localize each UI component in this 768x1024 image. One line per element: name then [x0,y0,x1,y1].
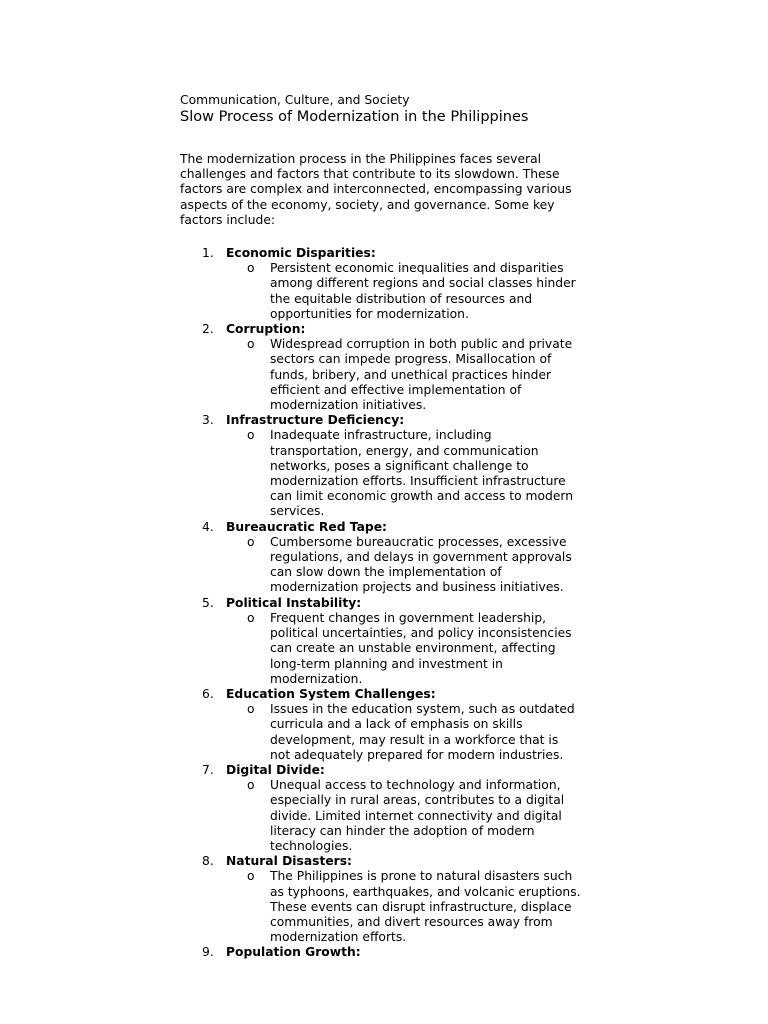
factor-item [180,763,590,854]
factor-heading: Population Growth: [226,945,361,960]
factor-bullet-text: Inadequate infrastructure, including transportation, energy, and communication networks, poses a significant challenge to modernization efforts. Insufficient infrastructure can limit economic growth and access to modern services. [270,428,574,519]
factor-item [180,520,590,596]
factor-bullet-text: Frequent changes in government leadership, political uncertainties, and policy inconsistencies can create an unstable environment, affecting long-term planning and investment in modernization. [270,610,572,686]
factor-bullets [226,869,590,945]
factor-item [180,322,590,413]
factor-bullet [226,261,582,322]
factor-heading: Bureaucratic Red Tape: [226,519,387,534]
document-page [180,92,590,961]
factor-heading: Natural Disasters: [226,854,352,869]
factor-bullet-text: Widespread corruption in both public and private sectors can impede progress. Misallocation of funds, bribery, and unethical practices hinder efficient and effective implementation of modernization initiatives. [270,337,573,413]
factor-bullet [226,535,582,596]
factor-bullet-text: Issues in the education system, such as outdated curricula and a lack of emphasis on skills development, may result in a workforce that is not adequately prepared for modern industries. [270,702,575,762]
factor-bullet [226,869,582,945]
factor-bullet [226,702,582,763]
factor-bullet [226,611,582,687]
factor-item [180,687,590,763]
factor-item [180,413,590,519]
factor-item [180,596,590,687]
factor-number: 6. [202,686,214,701]
bullet-marker-icon: o [247,869,255,884]
factor-number: 3. [202,413,214,428]
factor-number: 8. [202,854,214,869]
bullet-marker-icon: o [247,428,255,443]
factor-heading: Economic Disparities: [226,246,376,261]
bullet-marker-icon: o [247,261,255,276]
factor-number: 5. [202,595,214,610]
factor-item [180,246,590,322]
factor-item [180,854,590,945]
factor-bullets [226,702,590,763]
bullet-marker-icon: o [247,702,255,717]
factor-number: 4. [202,519,214,534]
factor-bullet [226,778,582,854]
factors-list [180,246,590,961]
factor-heading: Infrastructure Deficiency: [226,413,405,428]
course-name: Communication, Culture, and Society [180,93,410,107]
factor-heading: Education System Challenges: [226,686,436,701]
factor-item [180,945,590,960]
factor-bullet-text: The Philippines is prone to natural disasters such as typhoons, earthquakes, and volcanic eruptions. These events can disrupt infrastructure, displace communities, and divert resources away from modernization efforts. [270,869,581,945]
intro-paragraph: The modernization process in the Philippines faces several challenges and factors that contribute to its slowdown. These factors are complex and interconnected, encompassing various aspects of the economy, society, and governance. Some key factors include: [180,152,572,227]
factor-number: 7. [202,762,214,777]
factor-bullet [226,428,582,519]
factor-bullets [226,337,590,413]
factor-bullet [226,337,582,413]
bullet-marker-icon: o [247,778,255,793]
factor-bullet-text: Cumbersome bureaucratic processes, excessive regulations, and delays in government approvals can slow down the implementation of modernization projects and business initiatives. [270,534,572,595]
factor-heading: Political Instability: [226,595,362,610]
factor-number: 1. [202,246,214,261]
factor-number: 9. [202,945,214,960]
bullet-marker-icon: o [247,337,255,352]
document-title: Slow Process of Modernization in the Philippines [180,109,529,125]
factor-bullets [226,428,590,519]
bullet-marker-icon: o [247,610,255,625]
factor-number: 2. [202,322,214,337]
factor-bullets [226,611,590,687]
factor-bullets [226,778,590,854]
factor-heading: Corruption: [226,322,306,337]
factor-bullets [226,535,590,596]
bullet-marker-icon: o [247,534,255,549]
factor-bullet-text: Unequal access to technology and information, especially in rural areas, contributes to a digital divide. Limited internet connectivity and digital literacy can hinder the adoption of modern technologies. [270,778,565,853]
factor-heading: Digital Divide: [226,762,325,777]
factor-bullets [226,261,590,322]
factor-bullet-text: Persistent economic inequalities and disparities among different regions and social classes hinder the equitable distribution of resources and opportunities for modernization. [270,261,576,321]
